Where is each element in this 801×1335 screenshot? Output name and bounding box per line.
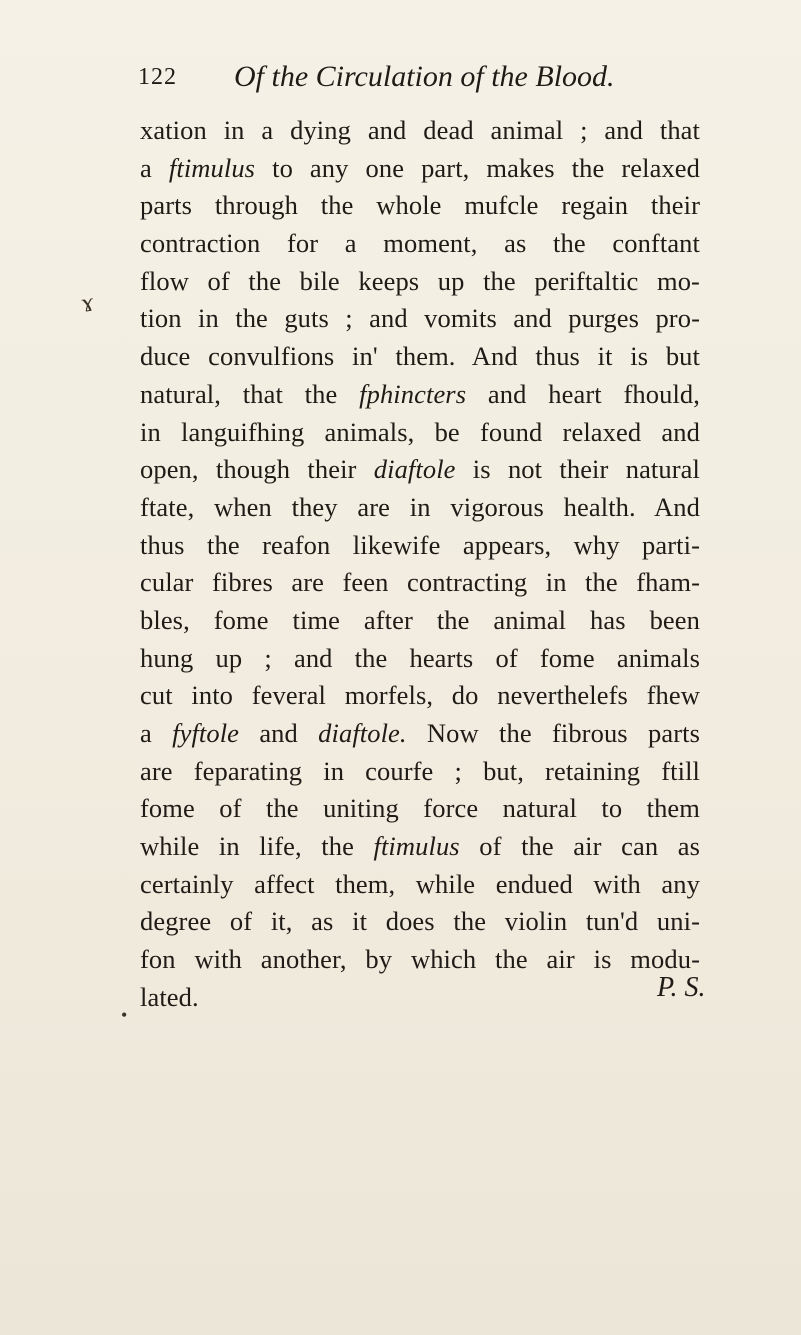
text-line — [140, 414, 700, 452]
text-run: ftate, when they are in vigorous health. And — [140, 491, 700, 522]
text-line — [140, 527, 700, 565]
text-run: cular fibres are feen contracting in the fham- — [140, 567, 700, 598]
text-run: Now the fibrous parts — [406, 718, 700, 748]
margin-mark: ɤ — [79, 287, 96, 318]
text-run: are feparating in courfe ; but, retaining ftill — [140, 755, 700, 786]
text-run: in languifhing animals, be found relaxed and — [140, 416, 700, 447]
text-run: and heart fhould, — [466, 378, 700, 409]
running-head: Of the Circulation of the Blood. — [234, 60, 615, 93]
text-run: cut into feveral morfels, do neverthelefs fhew — [140, 680, 700, 711]
text-line — [140, 753, 700, 791]
text-line — [140, 263, 700, 301]
text-run: a — [140, 152, 169, 183]
text-run: lated. — [140, 981, 199, 1012]
text-line — [140, 564, 700, 602]
text-line — [140, 941, 700, 979]
text-run: fome of the uniting force natural to them — [140, 793, 700, 824]
text-run: xation in a dying and dead animal ; and that — [140, 115, 700, 145]
text-line — [140, 225, 700, 263]
text-run: a — [140, 718, 173, 748]
text-run: of the air can as — [459, 831, 700, 862]
italic-term: diaftole. — [318, 718, 407, 748]
text-run: thus the reafon likewife appears, why parti- — [140, 529, 700, 560]
text-line — [140, 602, 700, 640]
text-line — [140, 903, 700, 941]
text-run: contraction for a moment, as the conftant — [140, 228, 700, 259]
text-line — [140, 187, 700, 225]
text-line — [140, 338, 700, 376]
text-run: while in life, the — [140, 831, 374, 862]
text-line — [140, 866, 700, 904]
text-line — [140, 451, 700, 489]
text-run: natural, that the — [140, 378, 360, 409]
text-line — [140, 489, 700, 527]
margin-dot: • — [121, 1005, 128, 1025]
text-run: and — [239, 718, 319, 748]
italic-term: fphincters — [359, 378, 467, 409]
text-run: is not their natural — [455, 454, 700, 485]
text-run: fon with another, by which the air is modu- — [140, 944, 700, 975]
italic-term: diaftole — [373, 454, 456, 485]
text-run: to any one part, makes the relaxed — [255, 152, 700, 183]
text-run: certainly affect them, while endued with any — [140, 868, 700, 899]
text-line — [140, 112, 700, 150]
text-run: parts through the whole mufcle regain their — [140, 190, 700, 221]
italic-term: fyftole — [172, 718, 240, 748]
text-run: degree of it, as it does the violin tun'd uni- — [140, 906, 700, 937]
page-number: 122 — [138, 64, 177, 90]
text-run: open, though their — [140, 454, 374, 485]
text-line — [140, 790, 700, 828]
text-line — [140, 979, 700, 1017]
italic-term: ftimulus — [168, 152, 256, 183]
text-line — [140, 376, 700, 414]
text-line — [140, 640, 700, 678]
text-run: bles, fome time after the animal has been — [140, 604, 700, 635]
text-run: duce convulfions in' them. And thus it is but — [140, 341, 700, 372]
text-run: flow of the bile keeps up the periftaltic mo- — [140, 265, 700, 296]
text-line — [140, 677, 700, 715]
italic-term: ftimulus — [373, 831, 460, 862]
text-run: hung up ; and the hearts of fome animals — [140, 642, 700, 673]
body-text — [140, 112, 700, 1017]
text-line — [140, 150, 700, 188]
text-line — [140, 300, 700, 338]
catchword: P. S. — [657, 972, 706, 1003]
text-line — [140, 715, 700, 753]
text-line — [140, 828, 700, 866]
text-run: tion in the guts ; and vomits and purges pro- — [140, 303, 700, 334]
page-header — [138, 60, 698, 100]
